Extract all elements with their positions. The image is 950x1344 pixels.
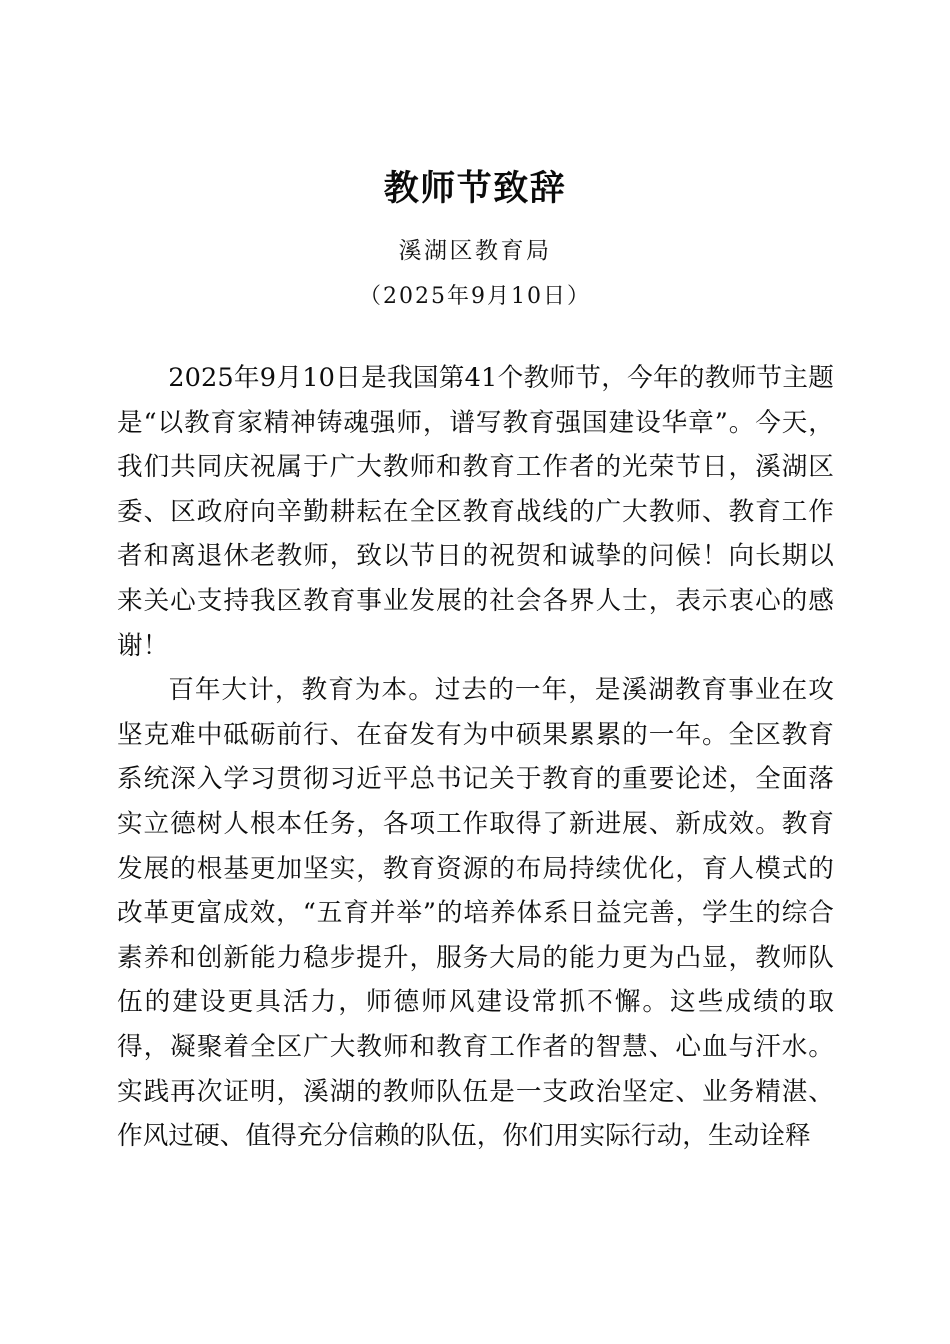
body-paragraph: 百年大计，教育为本。过去的一年，是溪湖教育事业在攻坚克难中砥砺前行、在奋发有为中硕果累累的一年。全区教育系统深入学习贯彻习近平总书记关于教育的重要论述，全面落实立德树人根本任务，各项工作取得了新进展、新成效。教育发展的根基更加坚实，教育资源的布局持续优化，育人模式的改革更富成效，“五育并举”的培养体系日益完善，学生的综合素养和创新能力稳步提升，服务大局的能力更为凸显，教师队伍的建设更具活力，师德师风建设常抓不懈。这些成绩的取得，凝聚着全区广大教师和教育工作者的智慧、心血与汗水。实践再次证明，溪湖的教师队伍是一支政治坚定、业务精湛、作风过硬、值得充分信赖的队伍，你们用实际行动，生动诠释: [117, 675, 834, 1152]
issuing-organization: 溪湖区教育局: [398, 238, 552, 264]
body-paragraph: 2025年9月10日是我国第41个教师节，今年的教师节主题是“以教育家精神铸魂强师，谱写教育强国建设华章”。今天，我们共同庆祝属于广大教师和教育工作者的光荣节日，溪湖区委、区政府向辛勤耕耘在全区教育战线的广大教师、教育工作者和离退休老教师，致以节日的祝贺和诚挚的问候！向长期以来关心支持我区教育事业发展的社会各界人士，表示衷心的感谢！: [117, 363, 834, 661]
document-date: （2025年9月10日）: [359, 284, 591, 309]
document-body: [117, 356, 834, 1159]
document-header: [0, 0, 950, 312]
page-title: 教师节致辞: [383, 168, 567, 209]
